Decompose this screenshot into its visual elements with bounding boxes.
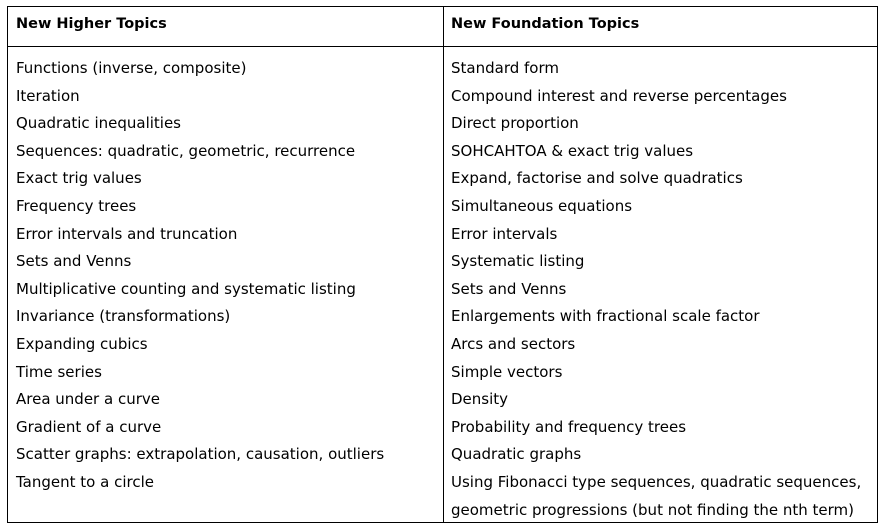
list-item: Expanding cubics bbox=[16, 334, 148, 353]
list-item: Sequences: quadratic, geometric, recurrence bbox=[16, 141, 356, 160]
list-item: geometric progressions (but not finding the nth term) bbox=[451, 500, 855, 519]
column-divider bbox=[443, 7, 444, 522]
list-item: Direct proportion bbox=[451, 114, 579, 133]
list-item: Density bbox=[451, 390, 509, 409]
list-item: Iteration bbox=[16, 86, 80, 105]
list-item: Quadratic inequalities bbox=[16, 114, 181, 133]
list-item: Exact trig values bbox=[16, 169, 142, 188]
list-item: Time series bbox=[16, 362, 102, 381]
list-item: Sets and Venns bbox=[16, 252, 132, 271]
list-item: Compound interest and reverse percentages bbox=[451, 86, 787, 105]
list-item: Simple vectors bbox=[451, 362, 563, 381]
list-item: Error intervals bbox=[451, 224, 558, 243]
list-item: Scatter graphs: extrapolation, causation, outliers bbox=[16, 445, 385, 464]
list-item: Error intervals and truncation bbox=[16, 224, 238, 243]
list-item: Quadratic graphs bbox=[451, 445, 582, 464]
list-item: Arcs and sectors bbox=[451, 334, 576, 353]
header-divider bbox=[8, 46, 877, 47]
list-item: Using Fibonacci type sequences, quadratic sequences, bbox=[451, 472, 862, 491]
topics-table bbox=[7, 6, 878, 523]
list-item: Simultaneous equations bbox=[451, 196, 633, 215]
list-item: Frequency trees bbox=[16, 196, 137, 215]
list-item: Sets and Venns bbox=[451, 279, 567, 298]
list-item: Invariance (transformations) bbox=[16, 307, 231, 326]
list-item: Expand, factorise and solve quadratics bbox=[451, 169, 743, 188]
list-item: Tangent to a circle bbox=[16, 472, 154, 491]
list-item: Enlargements with fractional scale factor bbox=[451, 307, 760, 326]
header-foundation: New Foundation Topics bbox=[451, 16, 640, 32]
header-higher: New Higher Topics bbox=[16, 16, 167, 32]
list-item: Gradient of a curve bbox=[16, 417, 162, 436]
list-item: Functions (inverse, composite) bbox=[16, 59, 247, 77]
list-item: SOHCAHTOA & exact trig values bbox=[451, 141, 694, 160]
higher-topics-list bbox=[16, 55, 384, 497]
foundation-topics-list bbox=[451, 55, 861, 524]
list-item: Standard form bbox=[451, 59, 559, 77]
list-item: Multiplicative counting and systematic listing bbox=[16, 279, 356, 298]
list-item: Systematic listing bbox=[451, 252, 585, 271]
list-item: Area under a curve bbox=[16, 390, 160, 409]
list-item: Probability and frequency trees bbox=[451, 417, 687, 436]
